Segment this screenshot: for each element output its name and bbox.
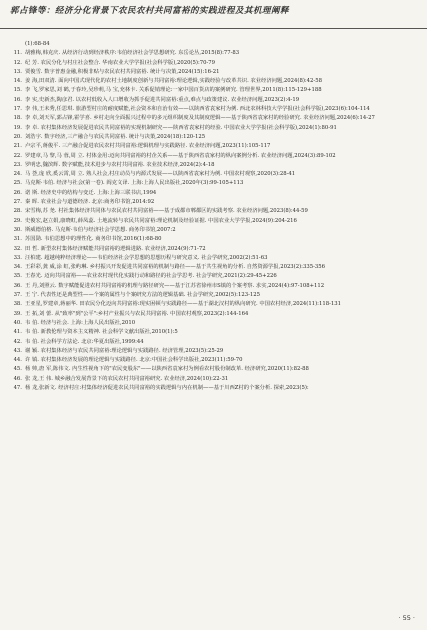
reference-text: 李 卓. 农村集体经济发展促进农民共同富裕的实现机制研究——陕西省袁家村的经验. 中国农业大学学报(社会科学版),2024(1):80-91 (25, 124, 337, 131)
reference-text: 罗明忠,魏滨辉. 数字赋能,技术进步与农村共同富裕. 农业技术经济,2024(2):4-18 (25, 161, 215, 168)
reference-number: 31. (13, 236, 22, 243)
reference-text: 韦 伯. 新教伦理与资本主义精神. 社会科学文献出版社,2010(1):5 (25, 329, 178, 336)
reference-number: 34. (13, 264, 22, 271)
reference-number: 44. (13, 357, 22, 364)
reference-text: 诺 斯. 经济史中的结构与变迁. 上海:上海三联书店,1994 (25, 189, 157, 196)
reference-item (10, 245, 420, 254)
running-header (0, 0, 427, 29)
reference-number: 11. (13, 50, 22, 57)
reference-item (10, 124, 420, 133)
reference-text: 王春光. 迈向共同富裕——农业农村现代化实践行动和路径的社会学思考. 社会学研究,2021(2):29-45+226 (25, 273, 277, 280)
reference-number: 15. (13, 87, 22, 94)
reference-item (10, 68, 420, 77)
reference-number: 41. (13, 329, 22, 336)
reference-list (10, 40, 420, 393)
reference-number: 19. (13, 124, 22, 131)
reference-item (10, 226, 420, 235)
reference-text: 纪 芳. 农民分化与村庄社会整合. 华南农业大学学报(社会科学版),2020(5):70-79 (25, 59, 215, 66)
reference-item (10, 170, 420, 179)
reference-item (10, 59, 420, 68)
reference-number: 43. (13, 347, 22, 354)
reference-text: 田 哲. 新型农村集体经济赋能共同富裕的逻辑进路. 农业经济,2024(9):71-72 (25, 245, 206, 252)
reference-number (10, 40, 25, 49)
reference-text: 汪柏建. 超越纯粹经济理论——韦伯经济社会学思想的思想历程与研究意义. 社会学研究,2002(2):51-63 (25, 254, 268, 261)
reference-item (10, 282, 420, 291)
reference-text: 姜 海,田双清. 面向中国式现代化的农村土地制度创新与共同富裕:理论逻辑,实践经验与改革共识. 农业经济问题,2024(8):42-58 (25, 78, 322, 85)
reference-text: 许 镇. 农村集体经济发展的理论逻辑与实践路径. 北京:中国社会科学出版社,2023(11):59-70 (25, 357, 243, 364)
page-number: · 55 · (398, 614, 415, 622)
reference-number: 26. (13, 189, 22, 196)
reference-number: 22. (13, 152, 22, 159)
reference-item (10, 328, 420, 337)
reference-item (10, 179, 420, 188)
reference-text: (1):68-84 (25, 41, 50, 47)
reference-item (10, 300, 420, 309)
reference-item (10, 142, 420, 151)
reference-item (10, 338, 420, 347)
reference-number: 45. (13, 366, 22, 373)
reference-number: 17. (13, 106, 22, 113)
reference-item (10, 86, 420, 95)
reference-item (10, 272, 420, 281)
reference-item (10, 365, 420, 374)
reference-number: 29. (13, 217, 22, 224)
reference-number: 30. (13, 226, 22, 233)
reference-item (10, 77, 420, 86)
reference-number: 42. (13, 338, 22, 345)
reference-text: 谢 颖. 农村集体经济与农民共同富裕:理论逻辑与实践路径. 经济管理,2023(5):25-29 (25, 347, 224, 354)
reference-number: 18. (13, 115, 22, 122)
reference-number: 13. (13, 68, 22, 75)
reference-item (10, 40, 420, 49)
reference-number: 35. (13, 273, 22, 280)
reference-item (10, 133, 420, 142)
reference-item (10, 189, 420, 198)
reference-text: 李 飞,罗家思,刘 鹤,于春玲,吴珍莉,马 宝,充林卡. 关系促销理论:一家中国百货店的案例研究. 管理世界,2011(8):115-129+188 (25, 87, 322, 94)
reference-item (10, 207, 420, 216)
reference-text: 李 伟,王未秀,任思琪. 旅游型村庄的耐度赋能,社会资本和自治有效——以陕西省袁家村为例. 西北农林科技大学学报(社会科学版),2023(6):104-114 (25, 106, 370, 113)
reference-number: 46. (13, 375, 22, 382)
reference-text: 杨 帅,唐 军,陈伟文. 内生性视角下的"农民变股东"——以陕西省袁家村为例看农村股份制改革. 经济研究,2020(11):82-88 (25, 366, 309, 373)
reference-item (10, 161, 420, 170)
reference-number: 36. (13, 282, 22, 289)
reference-text: 李 实,史新杰,陶彦君. 以农村低收入人口增收为抓手促进共同富裕:重点,难点与政策建议. 农业经济问题,2023(2):4-19 (25, 96, 300, 103)
reference-item (10, 347, 420, 356)
reference-number: 47. (13, 384, 22, 391)
reference-number: 20. (13, 133, 22, 140)
reference-text: 宋雪梅,苏 尧. 村社集体经济共同体与农民农村共同富裕——基于成都市郫都区的实践考察. 农业经济问题,2023(8):44-59 (25, 208, 308, 215)
reference-number: 37. (13, 292, 22, 299)
reference-item (10, 114, 420, 123)
reference-text: 史俊宏,赵立娟,康晓虹,薛凤蕊. 土地流转与农民共同富裕:理论机制及经验证据. 中国农业大学学报,2024(9):204-216 (25, 217, 297, 224)
reference-number: 39. (13, 310, 22, 317)
reference-text: 秦 晖. 农业社会与道德经济. 北京:商务印书馆,2014:92 (25, 199, 155, 206)
reference-item (10, 384, 420, 393)
reference-number: 24. (13, 171, 22, 178)
reference-text: 韦 伯. 经济与社会. 上海:上海人民出版社,2010 (25, 319, 136, 326)
reference-text: 胡雅梅,韩克庆. 从经济行动到经济秩序:韦伯经济社会学思想研究. 东岳论丛,2015(8):77-83 (25, 50, 240, 57)
header-title: 郭占锋等：经济分化背景下农民农村共同富裕的实践进程及其机理阐释 (10, 6, 290, 16)
reference-item (10, 96, 420, 105)
reference-number: 27. (13, 199, 22, 206)
reference-text: 王 拓,刘 蕾. 从"致率"到"公平":乡村产业振兴与农民共同富裕. 中国农村观察,2023(2):144-164 (25, 310, 249, 317)
reference-item (10, 310, 420, 319)
reference-text: 王彩彩,龚 威,涂 虹,张屿琳. 乡村振兴开发促进共同富裕的机制与路径——基于共生视角的分析. 自然资源学报,2023(2):335-356 (25, 264, 325, 271)
reference-item (10, 49, 420, 58)
reference-text: 罗建章,马 黎,马 蓉,周 立. 村体金用:迈向共同富裕的村企关系——基于陕西省袁家村的纵向案例分析. 农业经济问题,2024(3):89-102 (25, 152, 336, 159)
reference-item (10, 152, 420, 161)
reference-number: 21. (13, 143, 22, 150)
reference-text: 王亚星,罗建章,蒋丽华. 田农民分化迈向共同富裕:现实困顿与实践路径——基于湖北汉村的纵向研究. 中国农村经济,2024(11):118-131 (25, 301, 341, 308)
reference-number: 14. (13, 78, 22, 85)
reference-text: 韦 伯. 社会科学方法论. 北京:华夏出版社,1999:44 (25, 338, 144, 345)
reference-number: 28. (13, 208, 22, 215)
reference-item (10, 198, 420, 207)
reference-text: 马 荟,庞 欣,奚云霄,周 立. 熟人社会,村庄动员与内源式发展——以陕西省袁家村为例. 中国农村观察,2020(3):28-41 (25, 171, 296, 178)
reference-text: 苏国勋. 韦伯思想中的理性化. 商务印书馆,2016(1):68-80 (25, 236, 162, 243)
reference-text: 杨 龙,张新文. 经济村庄:村集体经济促进农民共同富裕的实践逻辑与内在机制——基于川西Z村的个案分析. 探索,2023(5): (25, 384, 309, 391)
reference-text: 刘浩宇. 数字经济,三产融合与农民共同富裕. 统计与决策,2024(18):120-125 (25, 133, 206, 140)
reference-number: 32. (13, 245, 22, 252)
reference-text: 马克斯·韦伯. 经济与社会(第一卷). 阎克文译. 上海:上海人民出版社,2020年(3):99-105+113 (25, 180, 244, 187)
reference-item (10, 263, 420, 272)
reference-item (10, 375, 420, 384)
reference-item (10, 105, 420, 114)
reference-number: 16. (13, 96, 22, 103)
reference-text: 王 宁. 代表性还是典型性——个案的属性与个案研究方法的逻辑基础. 社会学研究,2002(5):123-125 (25, 292, 260, 299)
reference-item (10, 319, 420, 328)
reference-number: 23. (13, 161, 22, 168)
reference-number: 25. (13, 180, 22, 187)
reference-text: 斯威德伯格. 马克斯·韦伯与经济社会学思想. 商务印书馆,2007:2 (25, 226, 176, 233)
reference-number: 33. (13, 254, 22, 261)
reference-number: 38. (13, 301, 22, 308)
reference-text: 王 丹,刘照云. 数字赋能促进农村共同富裕的机理与路径研究——基于江苏省徐州市S镇的个案考察. 求实,2024(4):97-108+112 (25, 282, 325, 289)
reference-item (10, 235, 420, 244)
reference-text: 贾俊雪. 数字普惠金融,积极非贴与农民农村共同富裕. 统计与决策,2024(15):16-21 (25, 68, 220, 75)
reference-item (10, 291, 420, 300)
reference-number: 40. (13, 319, 22, 326)
reference-text: 李 卓,刘天军,郭占锋,霍学喜. 乡村走向全面振兴过程中的多元组织制度及其制度逻辑——基于陕西省袁家村的经验研究. 农业经济问题,2024(6):14-27 (25, 115, 375, 122)
reference-number: 12. (13, 59, 22, 66)
reference-item (10, 254, 420, 263)
reference-text: 张 龙,王 伟. 城乡融合发展背景下的农民农村共同富裕研究. 农业经济,2024(10):22-31 (25, 375, 229, 382)
reference-item (10, 217, 420, 226)
reference-text: 卢宗平,蒋俊平. 三产融合促进农民农村共同富裕:逻辑机理与实践路径. 农业经济问题,2023(11):105-117 (25, 143, 271, 150)
reference-item (10, 356, 420, 365)
